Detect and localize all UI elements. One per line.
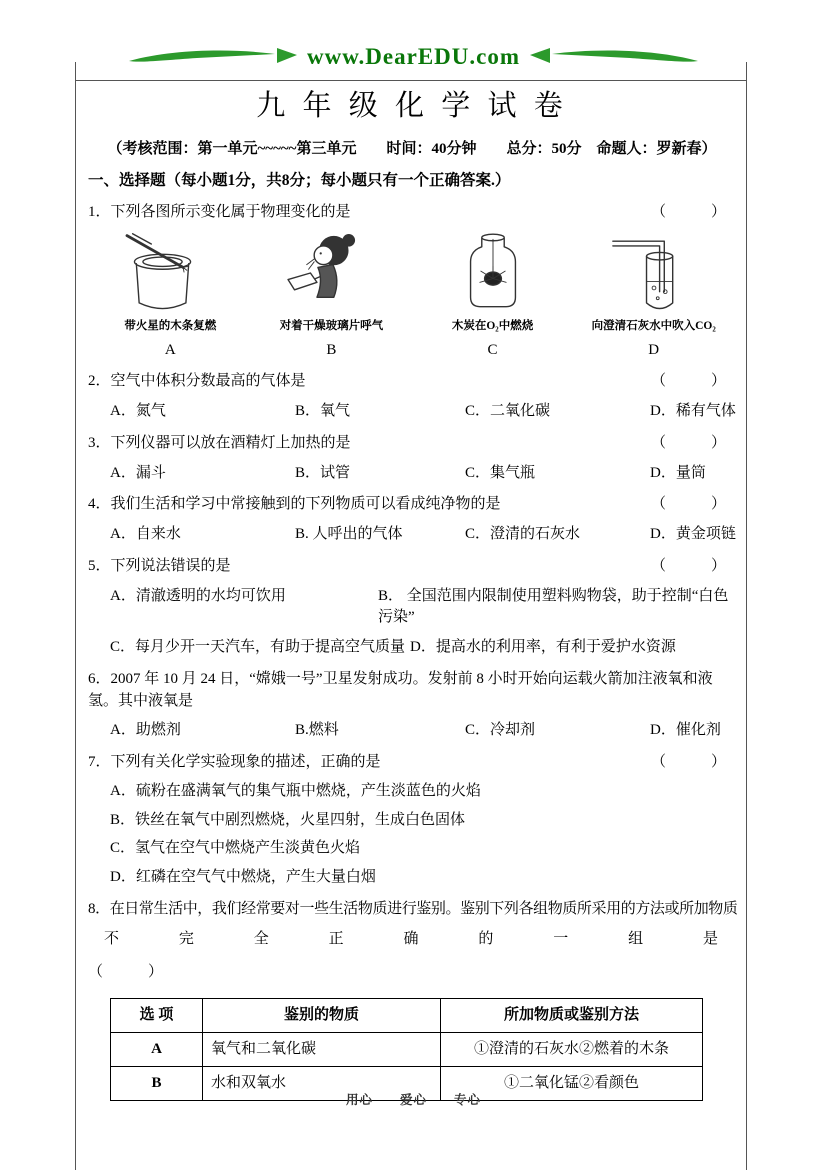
question-body: 2007 年 10 月 24 日，“嫦娥一号”卫星发射成功。发射前 8 小时开始向运载火箭加注液氧和液氢。其中液氧是 [88,670,713,709]
figure-b-drawing-icon [272,230,390,316]
figure-row [88,230,736,361]
question-text [88,371,306,393]
question-text [88,899,736,921]
question-body: 下列各图所示变化属于物理变化的是 [110,204,351,221]
figure-caption: 带火星的木条复燃 [124,319,217,332]
options-row [88,586,736,630]
question-body: 空气中体积分数最高的气体是 [110,373,306,390]
question-text [88,433,351,455]
table-cell-method: ①澄清的石灰水②燃着的木条 [441,1033,703,1067]
exam-info: （考核范围：第一单元~~~~~第三单元 时间：40分钟 总分：50分 命题人：罗新春） [107,140,717,157]
options-row [88,720,736,742]
question-number: 7． [88,754,111,771]
figure-label: A [164,341,176,358]
question-number: 6． [88,670,111,687]
option: D．提高水的利用率，有利于爱护水资源 [410,639,676,656]
option: B． 全国范围内限制使用塑料购物袋，助于控制“白色污染” [378,587,729,626]
option: C．每月少开一天汽车，有助于提高空气质量 [110,639,406,656]
question-number: 1． [88,204,111,221]
answer-bracket: （ ） [650,373,726,390]
figure-a [94,230,247,361]
logo-wing-right-icon [528,46,700,68]
figure-a-drawing-icon [111,230,229,316]
option: B. 人呼出的气体 [295,526,403,543]
option: D．稀有气体 [650,403,736,420]
options-row [88,401,736,423]
question-number: 3． [88,434,111,451]
table-cell-option: B [111,1067,203,1101]
question-number: 8． [88,900,110,917]
option: D．量筒 [650,464,706,481]
figure-label: B [326,341,337,358]
question-1 [88,202,736,361]
answer-bracket: （ ） [650,557,726,574]
answer-bracket: （ ） [650,496,726,513]
options-row [88,524,736,546]
question-6 [88,669,736,742]
question-5 [88,556,736,659]
answer-bracket: （ ） [650,754,726,771]
question-number: 2． [88,373,111,390]
site-url: www.DearEDU.com [306,44,520,69]
table-row [111,1033,703,1067]
table-cell-substance: 氧气和二氧化碳 [203,1033,441,1067]
exam-body [88,88,736,1101]
question-body: 下列有关化学实验现象的描述，正确的是 [110,754,381,771]
figure-caption: 向澄清石灰水中吹入CO₂ [591,319,716,332]
option: C．集气瓶 [465,464,536,481]
question-number: 5． [88,557,111,574]
figure-caption: 木炭在O₂中燃烧 [451,319,534,332]
option: C．澄清的石灰水 [465,526,581,543]
question-3 [88,433,736,485]
option: B．试管 [295,464,351,481]
figure-d-drawing-icon [595,230,713,316]
option: A．清澈透明的水均可饮用 [110,587,286,604]
question-8 [88,899,736,1101]
question-body: 下列仪器可以放在酒精灯上加热的是 [110,434,351,451]
option: D．催化剂 [650,722,721,739]
question-body: 我们生活和学习中常接触到的下列物质可以看成纯净物的是 [110,496,501,513]
options-row [88,637,736,659]
option: B．铁丝在氧气中剧烈燃烧，火星四射，生成白色固体 [110,811,466,828]
question-body: 下列说法错误的是 [110,557,231,574]
answer-bracket: （ ） [650,204,726,221]
option: D．红磷在空气气中燃烧，产生大量白烟 [110,869,376,886]
table-cell-option: A [111,1033,203,1067]
table-header-row [111,999,703,1033]
figure-c [416,230,569,361]
figure-d [577,230,730,361]
table-cell-method: ①二氧化锰②看颜色 [441,1067,703,1101]
figure-c-drawing-icon [434,230,552,316]
option: B．氧气 [295,403,351,420]
question-2 [88,371,736,423]
option: A．硫粉在盛满氧气的集气瓶中燃烧，产生淡蓝色的火焰 [110,782,481,799]
question-8-spread-line: 不完全正确的一组是 [104,930,718,947]
question-text [88,556,231,578]
option: C．二氧化碳 [465,403,551,420]
option: A．氮气 [110,403,166,420]
options-row [88,463,736,485]
section-heading: 一、选择题（每小题1分，共8分；每小题只有一个正确答案.） [88,171,511,189]
question-text [88,752,381,774]
logo-wing-left-icon [127,46,299,68]
figure-caption: 对着干燥玻璃片呼气 [279,319,384,332]
option: B.燃料 [295,722,339,739]
site-logo [0,44,827,70]
answer-bracket: （ ） [650,434,726,451]
figure-label: C [487,341,498,358]
page-footer: 用心 爱心 专心 [345,1093,481,1107]
table-header-option: 选 项 [111,999,203,1033]
option: A．助燃剂 [110,722,181,739]
question-text [88,669,736,713]
question-text [88,202,351,224]
question-7 [88,752,736,889]
option: A．自来水 [110,526,181,543]
option: A．漏斗 [110,464,166,481]
table-header-method: 所加物质或鉴别方法 [441,999,703,1033]
option: C．氢气在空气中燃烧产生淡黄色火焰 [110,840,361,857]
answer-bracket: （ ） [88,964,164,981]
table-cell-substance: 水和双氧水 [203,1067,441,1101]
figure-b [255,230,408,361]
table-header-substance: 鉴别的物质 [203,999,441,1033]
figure-label: D [648,341,660,358]
identification-table [110,998,703,1101]
page-title: 九 年 级 化 学 试 卷 [256,90,568,122]
option: D．黄金项链 [650,526,736,543]
question-4 [88,494,736,546]
question-number: 4． [88,496,111,513]
question-text [88,494,501,516]
option: C．冷却剂 [465,722,536,739]
question-body: 在日常生活中，我们经常要对一些生活物质进行鉴别。鉴别下列各组物质所采用的方法或所加物质 [109,900,738,917]
